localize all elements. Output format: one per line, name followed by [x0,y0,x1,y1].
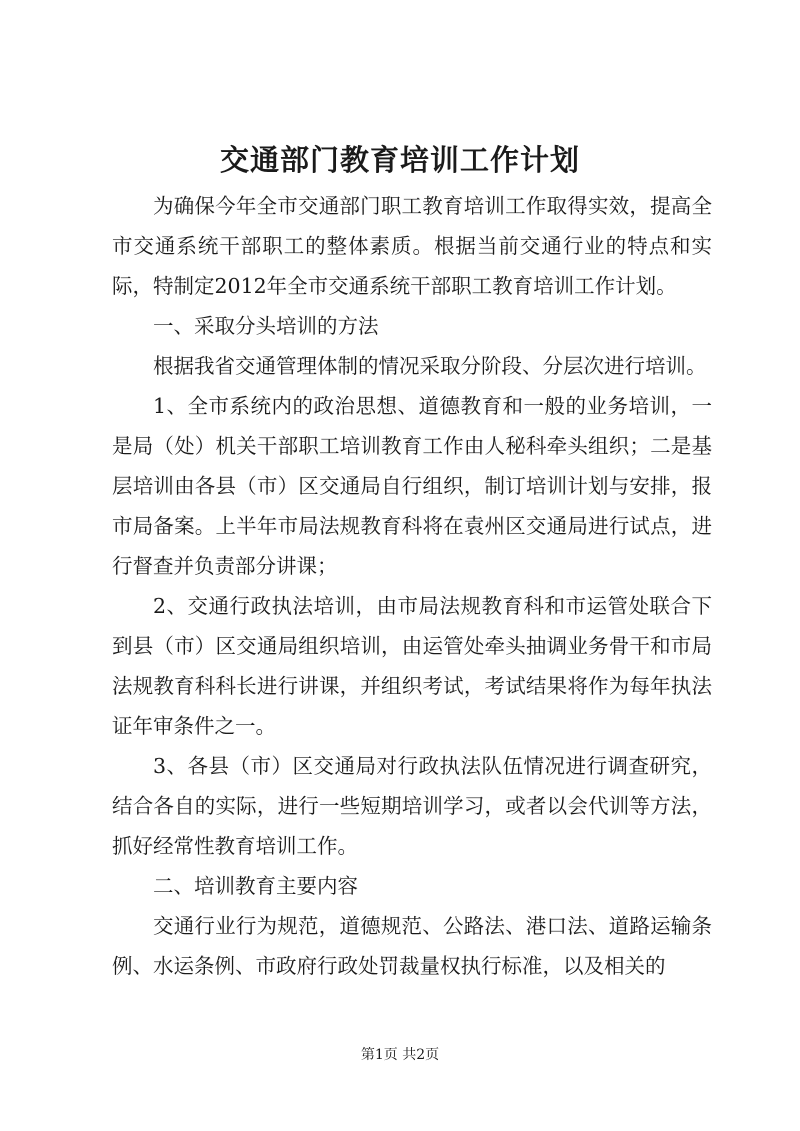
paragraph-content: 交通行业行为规范，道德规范、公路法、港口法、道路运输条例、水运条例、市政府行政处罚裁量权执行标准，以及相关的 [112,914,712,978]
paragraph-item-3: 3、各县（市）区交通局对行政执法队伍情况进行调查研究，结合各自的实际，进行一些短期培训学习，或者以会代训等方法，抓好经常性教育培训工作。 [112,754,712,858]
section-heading-1: 一、采取分头培训的方法 [153,314,379,338]
document-title: 交通部门教育培训工作计划 [219,143,580,177]
page-number: 第1页 共2页 [360,1047,440,1063]
paragraph-item-1: 1、全市系统内的政治思想、道德教育和一般的业务培训，一是局（处）机关干部职工培训教育工作由人秘科牵头组织；二是基层培训由各县（市）区交通局自行组织，制订培训计划与安排，报市局备案。上半年市局法规教育科将在袁州区交通局进行试点，进行督查并负责部分讲课； [112,394,712,578]
document-body [112,186,712,986]
paragraph-intro: 为确保今年全市交通部门职工教育培训工作取得实效，提高全市交通系统干部职工的整体素质。根据当前交通行业的特点和实际，特制定2012年全市交通系统干部职工教育培训工作计划。 [112,194,712,298]
paragraph-method: 根据我省交通管理体制的情况采取分阶段、分层次进行培训。 [153,354,707,378]
paragraph-item-2: 2、交通行政执法培训，由市局法规教育科和市运管处联合下到县（市）区交通局组织培训，由运管处牵头抽调业务骨干和市局法规教育科科长进行讲课，并组织考试，考试结果将作为每年执法证年审条件之一。 [112,594,712,738]
section-heading-2: 二、培训教育主要内容 [153,874,358,898]
